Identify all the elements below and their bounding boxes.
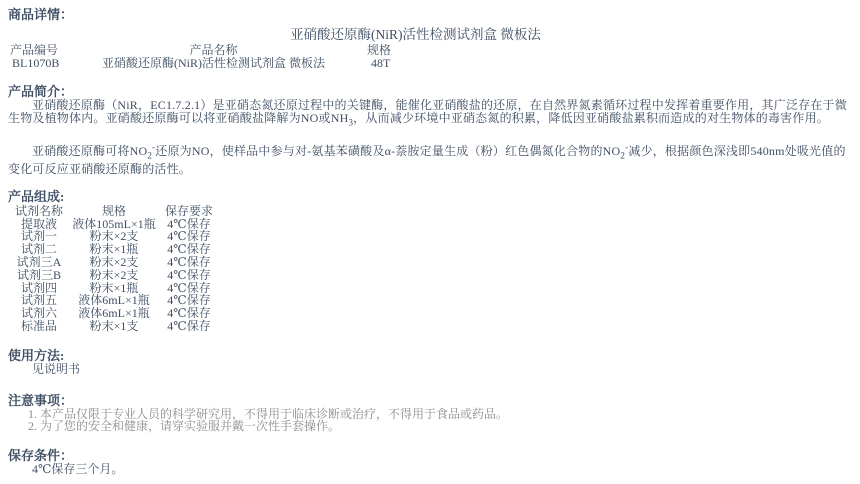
subscript: 2 [620, 150, 626, 161]
table-row-cell: 试剂三A [16, 254, 62, 269]
column-header-reagent-storage: 保存要求 [164, 203, 213, 218]
composition-section [8, 190, 852, 333]
superscript: - [625, 142, 629, 153]
table-row-cell: 4℃保存 [167, 306, 211, 321]
product-title: 亚硝酸还原酶(NiR)活性检测试剂盒 微板法 [290, 27, 541, 42]
table-row-cell: 4℃保存 [167, 293, 211, 308]
column-header-reagent-name: 试剂名称 [14, 203, 63, 218]
storage-section [8, 449, 852, 476]
table-row-cell: 试剂六 [20, 306, 57, 321]
product-spec: 48T [371, 55, 391, 70]
table-row-cell: 试剂一 [20, 229, 57, 244]
table-row-cell: 粉末×2支 [89, 254, 139, 269]
product-code: BL1070B [12, 55, 60, 70]
superscript: - [152, 142, 156, 153]
intro-paragraph-1: 亚硝酸还原酶（NiR，EC1.7.2.1）是亚硝态氮还原过程中的关键酶，能催化亚硝酸盐的还原，在自然界氮素循环过程中发挥着重要作用，其广泛存在于微生物及植物体内。亚硝酸还原酶可以将亚硝酸盐降解为NO或$NH_3$，从而减少环境中亚硝态氮的积累，降低因亚硝酸盐累积而造成的对生物体的毒害作用。 [8, 98, 847, 128]
table-row-cell: 试剂二 [20, 242, 57, 257]
usage-content: 见说明书 [32, 361, 81, 376]
column-header-code: 产品编号 [10, 43, 59, 57]
intro-paragraph-2: 亚硝酸还原酶可将$NO_2^-$还原为NO，使样品中参与对-氨基苯磺酸及α-萘胺定量生成（粉）红色偶氮化合物的$NO_2^-$减少，根据颜色深浅即540nm处吸光值的变化可反应亚硝酸还原酶的活性。 [8, 142, 846, 176]
table-row-cell: 粉末×2支 [89, 267, 139, 282]
table-row-cell: 4℃保存 [167, 280, 211, 295]
table-row-cell: 粉末×1瓶 [89, 280, 139, 295]
notes-section [8, 394, 852, 433]
table-row-cell: 4℃保存 [167, 318, 211, 333]
table-row-cell: 4℃保存 [167, 216, 211, 231]
table-row-cell: 液体6mL×1瓶 [78, 293, 150, 308]
intro-section-label: 产品简介： [8, 84, 74, 99]
column-header-name: 产品名称 [189, 43, 238, 57]
subscript: 3 [348, 117, 354, 128]
composition-section-label: 产品组成: [8, 188, 65, 204]
table-row-cell: 4℃保存 [167, 229, 211, 244]
column-header-spec: 规格 [367, 43, 392, 57]
storage-section-label: 保存条件： [8, 447, 74, 463]
note-item: 1. 本产品仅限于专业人员的科学研究用，不得用于临床诊断或治疗，不得用于食品或药品。 [28, 406, 509, 421]
table-row-cell: 提取液 [20, 216, 57, 231]
table-row-cell: 试剂四 [20, 280, 57, 295]
product-summary-table [8, 44, 852, 69]
table-row-cell: 粉末×1支 [89, 318, 139, 333]
usage-section-label: 使用方法: [8, 347, 65, 363]
table-row-cell: 液体6mL×1瓶 [78, 306, 150, 321]
table-row-cell: 标准品 [20, 318, 57, 333]
table-row-cell: 4℃保存 [167, 242, 211, 257]
storage-content: 4℃保存三个月。 [32, 461, 124, 476]
table-row-cell: 粉末×2支 [89, 229, 139, 244]
subscript: 2 [147, 150, 153, 161]
notes-section-label: 注意事项： [8, 392, 74, 408]
table-row-cell: 试剂五 [20, 293, 57, 308]
table-row-cell: 液体105mL×1瓶 [72, 216, 156, 231]
usage-section [8, 349, 852, 376]
table-row-cell: 4℃保存 [167, 267, 211, 282]
column-header-reagent-spec: 规格 [101, 203, 126, 218]
note-item: 2. 为了您的安全和健康，请穿实验服并戴一次性手套操作。 [28, 419, 341, 434]
intro-section [8, 85, 852, 176]
table-row-cell: 4℃保存 [167, 254, 211, 269]
table-row-cell: 试剂三B [16, 267, 61, 282]
product-name: 亚硝酸还原酶(NiR)活性检测试剂盒 微板法 [102, 55, 325, 70]
detail-section-label: 商品详情： [8, 7, 74, 22]
composition-table [8, 205, 852, 333]
table-row-cell: 粉末×1瓶 [89, 242, 139, 257]
